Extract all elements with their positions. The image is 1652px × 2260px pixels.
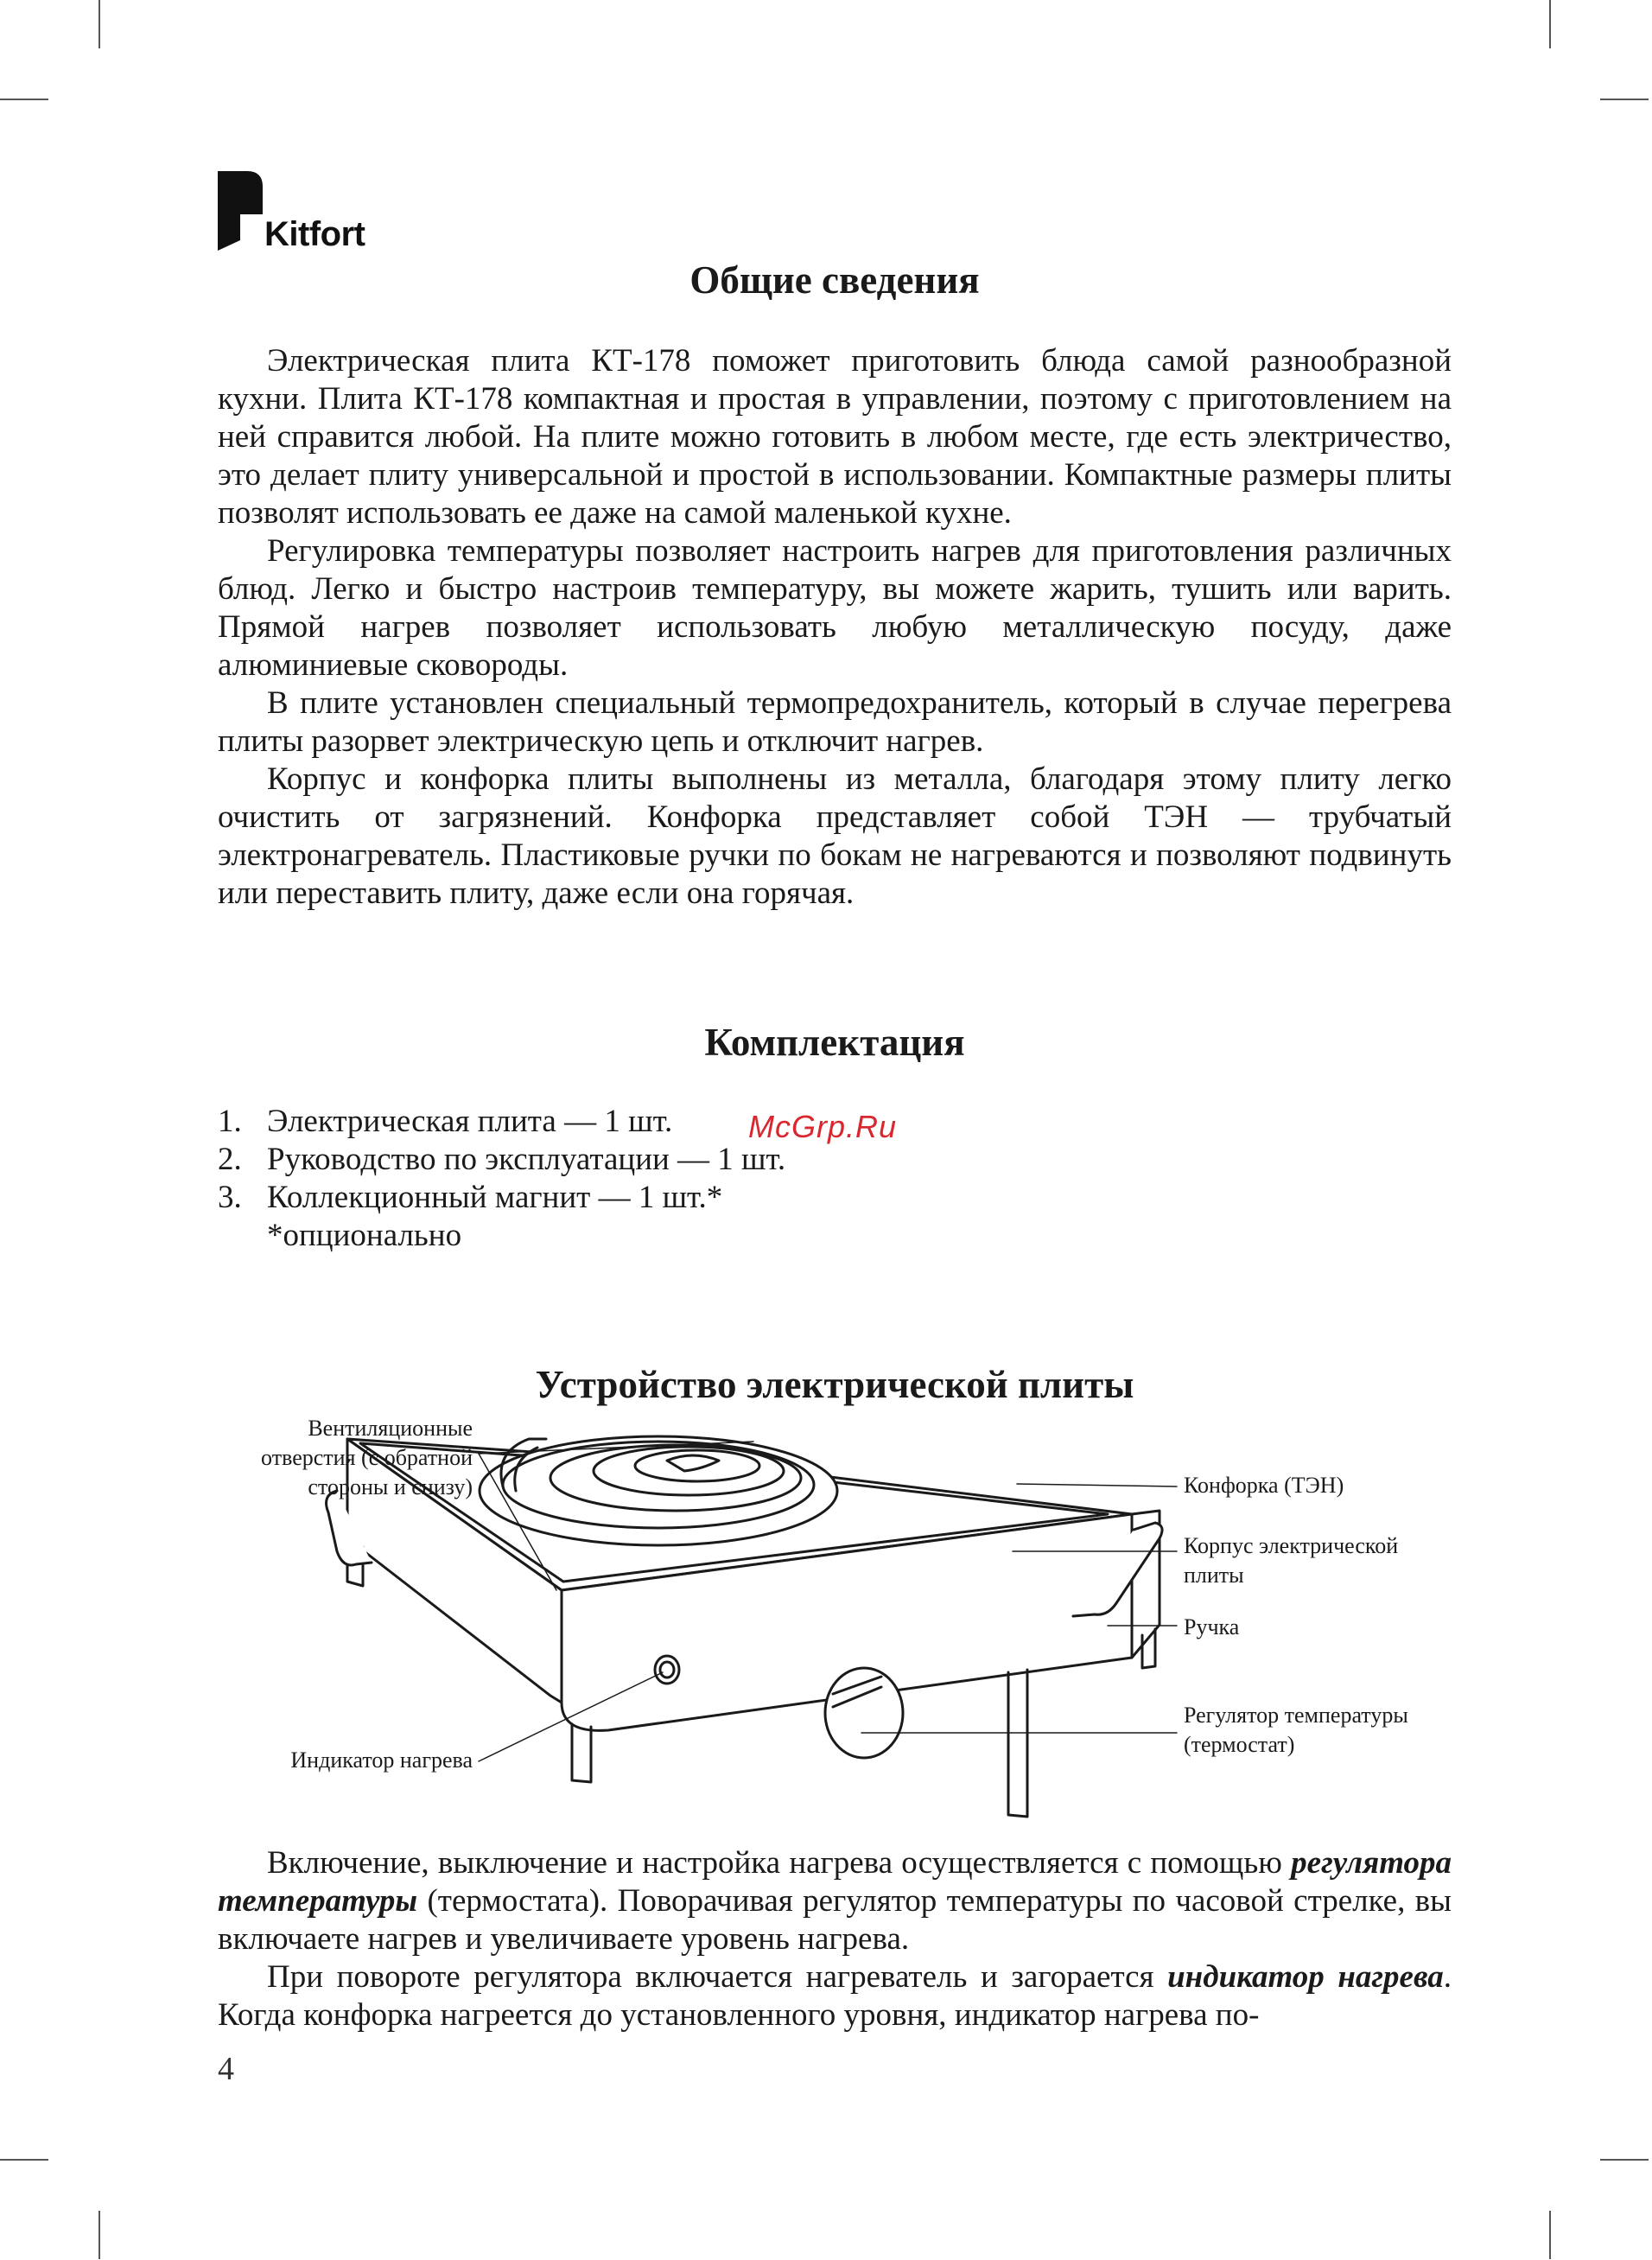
text-run: . Когда конфорка нагреется до установленного уровня, индикатор нагрева по- <box>218 1959 1452 2033</box>
list-item <box>218 1141 1452 1179</box>
optional-note: *опционально <box>267 1218 462 1253</box>
section-title-device: Устройство электрической плиты <box>535 1363 1134 1406</box>
section-title-general: Общие сведения <box>689 258 980 302</box>
section-title-kit: Комплектация <box>704 1021 965 1064</box>
label-thermostat: Регулятор температуры (термостат) <box>1184 1703 1408 1757</box>
watermark: McGrp.Ru <box>748 1109 898 1144</box>
list-number: 1. <box>218 1104 242 1139</box>
stove-diagram <box>218 1409 1452 1841</box>
brand-logo <box>218 171 365 251</box>
crop-mark <box>0 99 48 100</box>
crop-mark <box>1600 99 1649 100</box>
label-indicator: Индикатор нагрева <box>290 1748 473 1773</box>
paragraph: Электрическая плита КТ-178 поможет приготовить блюда самой разнообразной кухни. Плита КТ-178 компактная и простая в управлении, поэтому с приготовлением на ней справится любой. На плите можно готовить в любом месте, где есть электричество, это делает плиту универсальной и простой в использовании. Компактные размеры плиты позволят использовать ее даже на самой маленькой кухне. <box>218 343 1452 531</box>
crop-mark <box>98 0 100 48</box>
crop-mark <box>0 2159 48 2161</box>
term-thermostat: регулятора температуры <box>218 1845 1452 1919</box>
list-item <box>218 1179 1452 1217</box>
list-number: 3. <box>218 1180 242 1215</box>
paragraph: Корпус и конфорка плиты выполнены из металла, благодаря этому плиту легко очистить от загрязнений. Конфорка представляет собой ТЭН — трубчатый электронагреватель. Пластиковые ручки по бокам не нагреваются и позволяют подвинуть или переставить плиту, даже если она горячая. <box>218 761 1452 911</box>
label-burner: Конфорка (ТЭН) <box>1184 1473 1344 1498</box>
kitfort-mark-icon <box>218 171 263 251</box>
list-text: Руководство по эксплуатации — 1 шт. <box>267 1142 786 1177</box>
label-vents: Вентиляционные отверстия (с обратной стороны и снизу) <box>261 1416 473 1499</box>
list-text: Коллекционный магнит — 1 шт.* <box>267 1180 723 1215</box>
text-run: (термостата). Поворачивая регулятор температуры по часовой стрелке, вы включаете нагрев и увеличиваете уровень нагрева. <box>218 1883 1452 1957</box>
device-text <box>218 1844 1452 2034</box>
paragraph <box>218 1958 1452 2034</box>
label-handle: Ручка <box>1184 1614 1240 1639</box>
crop-mark <box>1600 2159 1649 2161</box>
brand-name: Kitfort <box>264 215 365 253</box>
paragraph <box>218 1844 1452 1958</box>
general-text <box>218 342 1452 913</box>
crop-mark <box>98 2211 100 2259</box>
page-number: 4 <box>218 2051 234 2087</box>
crop-mark <box>1549 0 1551 48</box>
list-number: 2. <box>218 1142 242 1177</box>
text-run: Включение, выключение и настройка нагрева осуществляется с помощью <box>267 1845 1292 1881</box>
paragraph: Регулировка температуры позволяет настроить нагрев для приготовления различных блюд. Легко и быстро настроив температуру, вы можете жарить, тушить или варить. Прямой нагрев позволяет использовать любую металлическую посуду, даже алюминиевые сковороды. <box>218 533 1452 683</box>
list-text: Электрическая плита — 1 шт. <box>267 1104 673 1139</box>
paragraph: В плите установлен специальный термопредохранитель, который в случае перегрева плиты разорвет электрическую цепь и отключит нагрев. <box>218 685 1452 759</box>
crop-mark <box>1549 2211 1551 2259</box>
label-body: Корпус электрической плиты <box>1184 1533 1399 1588</box>
text-run: При повороте регулятора включается нагреватель и загорается <box>267 1959 1168 1995</box>
term-indicator: индикатор нагрева <box>1167 1959 1444 1995</box>
